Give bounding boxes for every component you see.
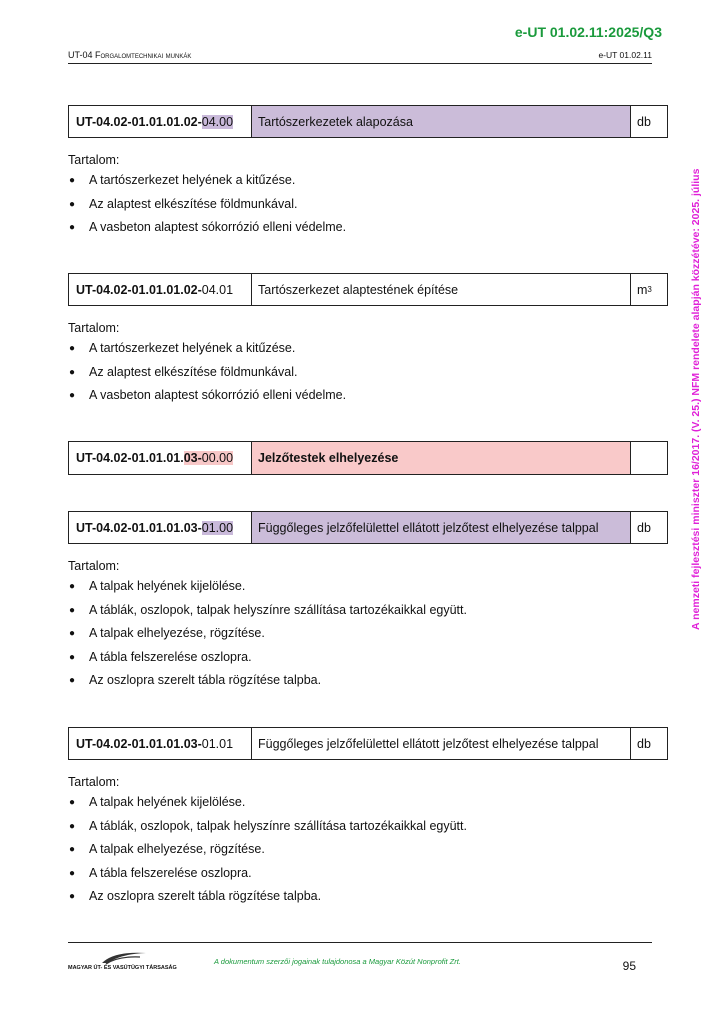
list-item: ● A talpak helyének kijelölése. xyxy=(69,795,246,809)
organization-name: MAGYAR ÚT- ÉS VASÚTÜGYI TÁRSASÁG xyxy=(68,965,177,971)
item-header-row xyxy=(68,511,668,544)
list-item: ● A tábla felszerelése oszlopra. xyxy=(69,865,252,880)
header-section-title: UT-04 Forgalomtechnikai munkák xyxy=(68,50,192,60)
copyright-notice: A dokumentum szerzői jogainak tulajdonosa a Magyar Közút Nonprofit Zrt. xyxy=(214,957,461,966)
list-item: ● A talpak helyének kijelölése. xyxy=(69,579,246,593)
item-unit: db xyxy=(637,520,651,535)
item-code-suffix: 01.01 xyxy=(201,736,234,751)
item-code-suffix: 04.00 xyxy=(201,114,234,129)
item-header-row xyxy=(68,727,668,760)
content-list xyxy=(68,341,668,412)
item-header-row xyxy=(68,441,668,475)
list-item: ● A tábla felszerelése oszlopra. xyxy=(69,649,252,664)
item-code-suffix: 00.00 xyxy=(201,451,234,465)
item-code-mid: 03- xyxy=(183,451,202,465)
item-code-base: UT-04.02-01.01.01.03- xyxy=(76,520,202,535)
content-label: Tartalom: xyxy=(68,153,120,167)
list-item: ● Az alaptest elkészítése földmunkával. xyxy=(69,196,298,211)
content-list xyxy=(68,173,668,244)
item-name: Tartószerkezet alaptestének építése xyxy=(252,274,631,305)
item-code-suffix: 04.01 xyxy=(201,282,234,297)
content-list xyxy=(68,579,668,697)
item-code-base: UT-04.02-01.01.01.02- xyxy=(76,282,202,297)
content-label: Tartalom: xyxy=(68,559,120,573)
work-item xyxy=(68,727,668,913)
list-item: ● A vasbeton alaptest sókorrózió elleni védelme. xyxy=(69,388,347,402)
item-code xyxy=(69,274,252,305)
page-number: 95 xyxy=(622,959,636,973)
item-name: Függőleges jelzőfelülettel ellátott jelzőtest elhelyezése talppal xyxy=(252,512,631,543)
work-item xyxy=(68,105,668,244)
list-item: ● A talpak elhelyezése, rögzítése. xyxy=(69,626,265,640)
publication-side-note: A nemzeti fejlesztési miniszter 16/2017. (V. 25.) NFM rendelete alapján közzétéve: 2025. július xyxy=(690,168,702,630)
item-code xyxy=(69,728,252,759)
item-name: Függőleges jelzőfelülettel ellátott jelzőtest elhelyezése talppal xyxy=(252,728,631,759)
list-item: ● A táblák, oszlopok, talpak helyszínre szállítása tartozékaikkal együtt. xyxy=(69,602,467,617)
list-item: ● Az alaptest elkészítése földmunkával. xyxy=(69,364,298,379)
list-item: ● A vasbeton alaptest sókorrózió elleni védelme. xyxy=(69,220,347,234)
item-code xyxy=(69,442,252,474)
work-item xyxy=(68,441,668,475)
list-item: ● A tartószerkezet helyének a kitűzése. xyxy=(69,173,296,187)
work-item xyxy=(68,511,668,697)
document-code: e-UT 01.02.11:2025/Q3 xyxy=(514,24,662,40)
item-name: Jelzőtestek elhelyezése xyxy=(252,442,631,474)
page-footer xyxy=(68,942,652,973)
content-label: Tartalom: xyxy=(68,775,120,789)
item-unit xyxy=(631,442,667,474)
work-item xyxy=(68,273,668,412)
list-item: ● Az oszlopra szerelt tábla rögzítése talpba. xyxy=(69,673,322,687)
content-label: Tartalom: xyxy=(68,321,120,335)
item-code-base: UT-04.02-01.01.01. xyxy=(76,451,184,465)
swoosh-logo-icon xyxy=(100,949,148,965)
item-unit: m 3 xyxy=(637,282,652,297)
list-item: ● A tartószerkezet helyének a kitűzése. xyxy=(69,341,296,355)
list-item: ● Az oszlopra szerelt tábla rögzítése talpba. xyxy=(69,889,322,903)
item-unit: db xyxy=(637,736,651,751)
list-item: ● A talpak elhelyezése, rögzítése. xyxy=(69,842,265,856)
content-list xyxy=(68,795,668,913)
organization-logo xyxy=(68,949,178,975)
item-code-suffix: 01.00 xyxy=(201,520,234,535)
header-doc-id: e-UT 01.02.11 xyxy=(598,50,652,60)
item-unit: db xyxy=(637,114,651,129)
item-header-row xyxy=(68,105,668,138)
item-header-row xyxy=(68,273,668,306)
list-item: ● A táblák, oszlopok, talpak helyszínre szállítása tartozékaikkal együtt. xyxy=(69,818,467,833)
item-code xyxy=(69,106,252,137)
running-header xyxy=(68,50,652,64)
item-code-base: UT-04.02-01.01.01.03- xyxy=(76,736,202,751)
item-code-base: UT-04.02-01.01.01.02- xyxy=(76,114,202,129)
item-name: Tartószerkezetek alapozása xyxy=(252,106,631,137)
item-code xyxy=(69,512,252,543)
